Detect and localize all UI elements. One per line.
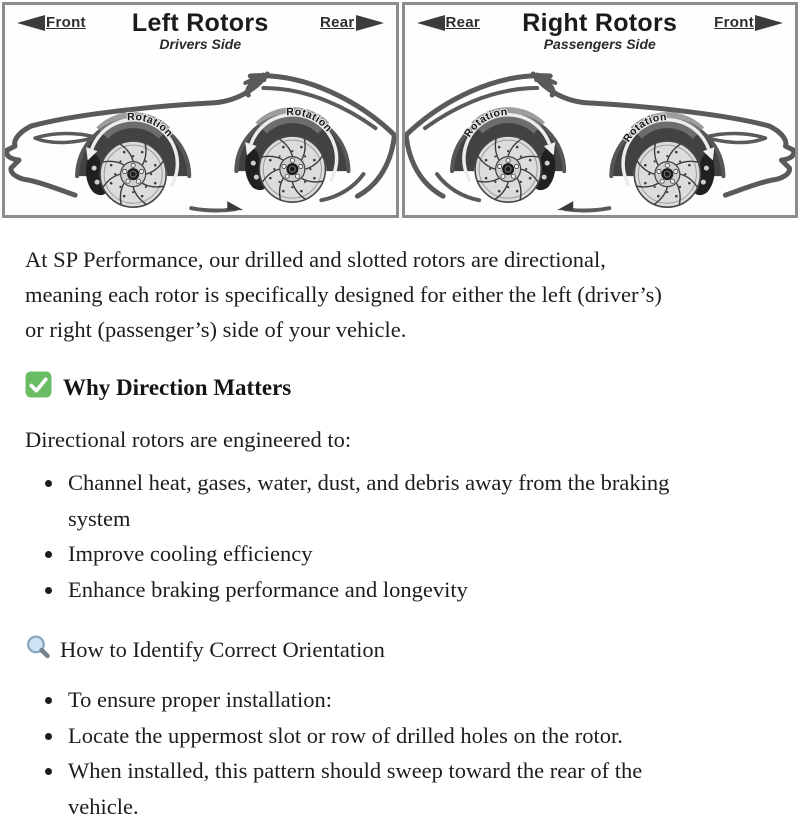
arrow-left-icon xyxy=(17,15,45,31)
identify-bullet-list xyxy=(25,682,695,824)
rotation-label: Rotation xyxy=(286,105,335,135)
rotor-direction-diagram xyxy=(0,0,800,218)
why-bullet-list xyxy=(25,465,695,607)
magnifying-glass-icon xyxy=(25,634,50,665)
panel-title: Right Rotors xyxy=(522,9,678,37)
direction-label: Rear xyxy=(319,14,355,31)
arrow-right-icon xyxy=(755,15,783,31)
rear-direction-indicator xyxy=(320,14,384,31)
list-item: • Enhance braking performance and longevity xyxy=(65,572,695,608)
right-rotors-panel xyxy=(402,2,799,218)
check-mark-icon xyxy=(25,371,52,404)
heading-text: How to Identify Correct Orientation xyxy=(60,636,385,662)
list-item: • Improve cooling efficiency xyxy=(65,536,695,572)
right-car-illustration xyxy=(405,62,796,214)
direction-label: Rear xyxy=(445,14,481,31)
left-panel-header xyxy=(5,5,396,60)
left-rotors-panel xyxy=(2,2,399,218)
intro-paragraph: At SP Performance, our drilled and slotted rotors are directional, meaning each rotor is specifically designed for either the left (driver’s) or right (passenger’s) side of your vehicle. xyxy=(25,247,662,342)
left-car-illustration xyxy=(5,62,396,214)
rotation-label: Rotation xyxy=(126,110,176,140)
front-direction-indicator xyxy=(17,14,86,31)
list-item: • To ensure proper installation: xyxy=(65,682,695,718)
heading-text: Why Direction Matters xyxy=(63,374,292,400)
direction-label: Front xyxy=(46,14,86,31)
why-lead-text: Directional rotors are engineered to: xyxy=(25,427,352,452)
panel-subtitle: Passengers Side xyxy=(543,36,656,52)
arrow-right-icon xyxy=(356,15,384,31)
rotation-label: Rotation xyxy=(620,110,667,145)
why-direction-matters-heading xyxy=(25,371,770,404)
article-body xyxy=(0,218,800,824)
direction-label: Front xyxy=(714,14,754,31)
panel-subtitle: Drivers Side xyxy=(159,36,242,52)
panel-title: Left Rotors xyxy=(131,9,269,37)
rear-direction-indicator xyxy=(417,14,481,31)
list-item: • When installed, this pattern should sweep toward the rear of the vehicle. xyxy=(65,753,695,824)
arrow-left-icon xyxy=(417,15,445,31)
list-item: • Locate the uppermost slot or row of drilled holes on the rotor. xyxy=(65,718,695,754)
list-item: • Channel heat, gases, water, dust, and debris away from the braking system xyxy=(65,465,695,536)
rotation-label: Rotation xyxy=(461,105,508,140)
identify-orientation-heading xyxy=(25,634,770,665)
front-direction-indicator xyxy=(714,14,783,31)
right-panel-header xyxy=(405,5,796,60)
